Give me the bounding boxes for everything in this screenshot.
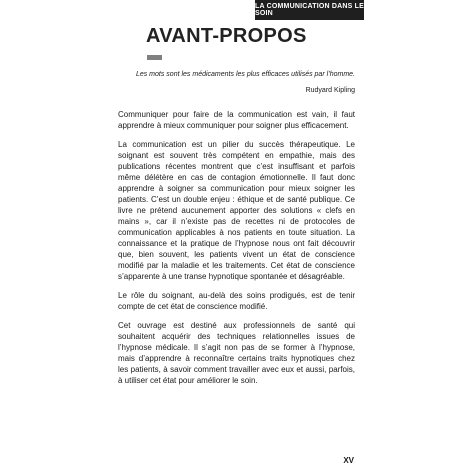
running-header: LA COMMUNICATION DANS LE SOIN bbox=[255, 0, 364, 20]
chapter-title: AVANT-PROPOS bbox=[146, 25, 307, 47]
paragraph-1: Communiquer pour faire de la communication est vain, il faut apprendre à mieux communiquer pour soigner plus efficacement. bbox=[118, 110, 355, 130]
title-underline-mark bbox=[147, 55, 162, 60]
epigraph-quote: Les mots sont les médicaments les plus efficaces utilisés par l’homme. bbox=[135, 71, 355, 78]
paragraph-3: Le rôle du soignant, au-delà des soins prodigués, est de tenir compte de cet état de conscience modifié. bbox=[118, 291, 355, 311]
paragraph-2: La communication est un pilier du succès thérapeutique. Le soignant est souvent très compétent en empathie, mais des publications récentes montrent que c’est insuffisant et parfois même délétère en cas de contagion émotionnelle. Il faut donc apprendre à soigner sa communication pour mieux soigner les patients. C’est un double enjeu : éthique et de santé publique. Ce livre ne prétend aucunement apporter des solutions « clefs en mains », car il n’existe pas de recettes ni de protocoles de communication applicables à nos patients en toute situation. La connaissance et la pratique de l’hypnose nous ont fait découvrir que, bien souvent, les patients vivent un état de conscience modifié par la maladie et les traitements. Cet état de conscience s’apparente à une transe hypnotique spontanée et désagréable. bbox=[118, 140, 355, 281]
body-text bbox=[118, 109, 355, 394]
paragraph-4: Cet ouvrage est destiné aux professionnels de santé qui souhaitent acquérir des techniques relationnelles issues de l’hypnose médicale. Il s’agit non pas de se former à l’hypnose, mais d’apprendre à reconnaître certains traits hypnotiques chez les patients, à savoir comment travailler avec eux et aussi, parfois, à utiliser cet état pour améliorer le soin. bbox=[118, 321, 355, 385]
page-number: XV bbox=[343, 456, 354, 465]
epigraph-author: Rudyard Kipling bbox=[305, 87, 355, 94]
